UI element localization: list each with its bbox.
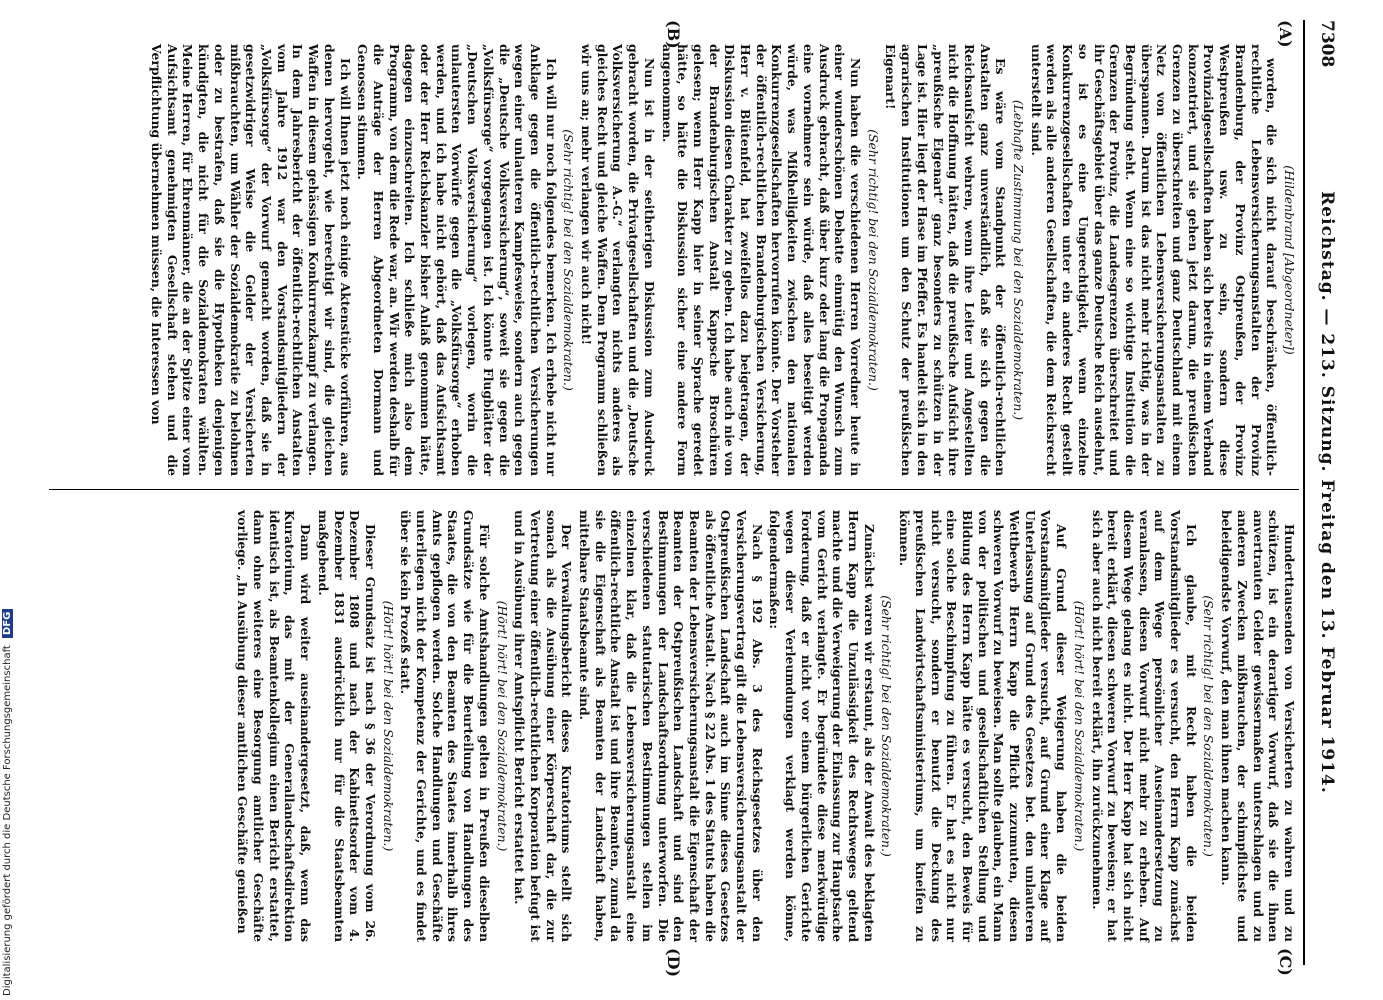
paragraph: Ich will Ihnen jetzt noch einige Aktenstücke vorführen, aus denen hervorgeht, wie berechtigt wir sind, die gleichen Waffen in diesem gehässigen Konkurrenzkampf zu verlangen. In dem Jahresbericht der öffentlich-rechtlichen Anstalten vom Jahre 1912 war den Vorstandsmitgliedern der „Volksfürsorge“ der Vorwurf gemacht worden, daß sie in gesetzwidriger Weise die Gelder der Versicherten mißbrauchten, um Wähler der Sozialdemokratie zu belohnen oder zu bestrafen, daß sie die Hypotheken denjenigen kündigten, die nicht für die Sozialdemokraten wählten. Meine Herren, für Ehrenmänner, die an der Spitze einer vom Aufsichtsamt genehmigten Gesellschaft stehen und die Verpflichtung übernehmen müssen, die Interessen von bbox=[149, 44, 353, 476]
paragraph: Es wäre vom Standpunkt der öffentlich-rechtlichen Anstalten ganz unverständlich, daß sie sich gegen die Reichsaufsicht wehren, wenn ihre Leiter und Angestellten nicht die Hoffnung hätten, daß die preußische Aufsicht ihre „preußische Eigenart“ ganz besonders zu schützen in der Lage ist. Hier liegt der Hase im Pfeffer. Es handelt sich in den agrarischen Institutionen um den Schutz der preußischen Eigenart! bbox=[883, 44, 1009, 477]
dfg-logo: DFG bbox=[2, 609, 13, 638]
text-column-right bbox=[233, 510, 1297, 942]
paragraph: Nun ist in der seitherigen Diskussion zum Ausdruck gebracht worden, die Privatgesellschaften und die „Deutsche Volksversicherung A.-G.“ verlangten nichts anderes als gleiches Recht und gleiche Waffen. Dem Programm schließen wir uns an; mehr verlangen wir auch nicht! bbox=[579, 44, 657, 476]
interjection: (Sehr richtig! bei den Sozialdemokraten.) bbox=[879, 595, 895, 857]
paragraph: worden, die sich nicht darauf beschränken, öffentlich-rechtliche Lebensversicherungsanstalten der Provinz Brandenburg, der Provinz Ostpreußen, der Provinz Westpreußen usw. zu sein, sondern diese Provinzialgesellschaften haben sich bereits in einem Verband konzentriert, und sie gehen jetzt darum, die preußischen Grenzen zu überschreiten und ganz Deutschland mit einem Netz von öffentlichen Lebensversicherungsanstalten zu überspannen. Darum ist das nicht mehr richtig, was in der Begründung steht. Wenn eine so wichtige Institution die Grenzen der Provinz, die Landesgrenzen überschreitet und ihr Geschäftsgebiet über das ganze Deutsche Reich ausdehnt, so ist es eine Ungerechtigkeit, wenn einzelne Konkurrenzgesellschaften unter ein anderes Recht gestellt werden als alle anderen Gesellschaften, die dem Reichsrecht unterstellt sind. bbox=[1028, 44, 1280, 476]
margin-mark-c: (C) bbox=[1276, 948, 1295, 976]
interjection: (Sehr richtig! bei den Sozialdemokraten.) bbox=[561, 129, 577, 391]
paragraph: Dann wird weiter auseinandergesetzt, daß, wenn das Kuratorium, das mit der Generallandschaftsdirektion identisch ist, als Beamtenkollegium einen Bericht erstattet, dann ohne weiteres eine Besorgung amtlicher Geschäfte vorliege. „In Ausübung dieser amtlichen Geschäfte genießen bbox=[235, 510, 314, 942]
paragraph: Nun haben die verschiedenen Herren Vorredner heute in einer wunderschönen Debatte einmütig den Wunsch zum Ausdruck gebracht, daß über kurz oder lang die Propaganda eine vornehmere sein würde, daß alles beseitigt werden würde, was Mißhelligkeiten zwischen den nationalen Konkurrenzgesellschaften hervorrufen könnte. Der Vorsteher der öffentlich-rechtlichen Brandenburgischen Versicherung, Herr v. Blütenfeld, hat zweifellos dazu beigetragen, der Diskussion diesen Charakter zu geben. Ich habe auch nie von der Brandenburgischen Anstalt Kappsche Broschüren gelesen; wenn Herr Kapp hier in seiner Sprache geredet hätte, so hätte die Diskussion sicher eine andere Form angenommen. bbox=[659, 44, 864, 476]
text-column-left bbox=[146, 44, 1297, 476]
paragraph: Auf Grund dieser Weigerung haben die beiden Vorstandsmitglieder versucht, auf Grund einer Klage auf Unterlassung auf Grund des Gesetzes bet. den unlauteren Wettbewerb Herrn Kapp die Pflicht zuzumuten, diesen schweren Vorwurf zu beweisen. Man sollte glauben, ein Mann von der politischen und gesellschaftlichen Stellung und Bildung des Herrn Kapp hätte es versucht, den Beweis für eine solche Beschimpfung zu führen. Er hat es nicht nur nicht versucht, sondern er benutzt die Deckung des preußischen Landwirtschaftsministeriums, um kneifen zu können. bbox=[897, 510, 1070, 942]
interjection: (Sehr richtig! bei den Sozialdemokraten.) bbox=[865, 129, 881, 391]
header-rule bbox=[1303, 20, 1305, 965]
paragraph: Ich will nur noch folgendes bemerken. Ich erhebe nicht nur Anklage gegen die öffentlich-rechtlichen Versicherungen wegen einer unlauteren Kampfesweise, sondern auch gegen die „Deutsche Volksversicherung“, soweit sie gegen die „Volksfürsorge“ vorgegangen ist. Ich könnte Flugblätter der „Deutschen Volksversicherung“ vorlegen, worin die unlautersten Vorwürfe gegen die „Volksfürsorge“ erhoben werden, und ich habe nicht gehört, daß das Aufsichtsamt oder der Herr Reichskanzler bisher Anlaß genommen hätte, dagegen einzuschreiten. Ich schließe mich also dem Programm, von dem die Rede war, an. Wir werden deshalb für die Anträge der Herren Abgeordneten Dormann und Genossen stimmen. bbox=[355, 44, 559, 476]
margin-mark-d: (D) bbox=[664, 948, 683, 978]
paragraph: Der Verwaltungsbericht dieses Kuratoriums stellt sich sonach als die Ausübung einer Körperschaft dar, die zur Vertretung einer öffentlich-rechtlichen Korporation befugt ist und in Ausübung ihrer Amtspflicht Bericht erstattet hat. bbox=[512, 510, 575, 942]
paragraph: Für solche Amtshandlungen gelten in Preußen dieselben Grundsätze wie für die Beurteilung von Handlungen des Staates, die von den Beamten des Staates innerhalb ihres Amts gepflogen werden. Solche Handlungen und Geschäfte unterliegen nicht der Kompetenz der Gerichte, und es findet über sie kein Prozeß statt. bbox=[398, 510, 492, 942]
page-title: Reichstag. — 213. Sitzung. Freitag den 13. Februar 1914. bbox=[1317, 191, 1337, 794]
paragraph: Zunächst waren wir erstaunt, als der Anwalt des beklagten Herrn Kapp die Unzulässigkeit des Rechtsweges geltend machte und die Verweigerung der Einlassung zur Hauptsache vom Gericht verlangte. Er begründete diese merkwürdige Forderung, daß er nicht vor einem bürgerlichen Gerichte wegen dieser Verleumdungen verklagt werden könne, folgendermaßen: bbox=[767, 510, 877, 942]
interjection: (Hört! hört! bei den Sozialdemokraten.) bbox=[380, 600, 396, 852]
interjection: (Hört! hört! bei den Sozialdemokraten.) bbox=[1071, 600, 1087, 852]
paragraph: Nach § 192 Abs. 3 des Reichsgesetzes über den Versicherungsvertrag gilt die Lebensversicherungsanstalt der Ostpreußischen Landschaft auch im Sinne dieses Gesetzes als öffentliche Anstalt. Nach § 22 Abs. 1 des Statuts haben die Beamten der Lebensversicherungsanstalt die Eigenschaft der Beamten der Ostpreußischen Landschaft und sind den Bestimmungen der Landschaftsordnung unterworfen. Die verschiedenen statutarischen Bestimmungen stellen im einzelnen klar, daß die Lebensversicherungsanstalt eine öffentlich-rechtliche Anstalt ist und ihre Beamten, zumal da sie die Eigenschaft als Beamten der Landschaft haben, mittelbare Staatsbeamte sind. bbox=[577, 510, 765, 942]
paragraph: Ich glaube, mit Recht haben die beiden Vorstandsmitglieder es versucht, den Herrn Kapp zunächst auf dem Wege persönlicher Auseinandersetzung zu veranlassen, diesen Vorwurf nicht mehr zu erheben. Auf diesem Wege gelang es nicht. Der Herr Kapp hat sich nicht bereit erklärt, diesen schweren Vorwurf zu beweisen; er hat sich aber auch nicht bereit erklärt, ihn zurückzunehmen. bbox=[1089, 510, 1199, 942]
margin-mark-a: (A) bbox=[1276, 20, 1295, 48]
margin-mark-b: (B) bbox=[664, 20, 683, 49]
interjection: (Lebhafte Zustimmung bei den Sozialdemokraten.) bbox=[1011, 99, 1027, 421]
interjection: (Hört! hört! bei den Sozialdemokraten.) bbox=[494, 600, 510, 852]
paragraph: Hunderttausenden von Versicherten zu wahren und zu schützen, ist ein derartiger Vorwurf, daß sie die ihnen anvertrauten Gelder gewissermaßen unterschlagen und zu anderen Zwecken mißbrauchen, der schimpflichste und beleidigendste Vorwurf, den man ihnen machen kann. bbox=[1219, 510, 1297, 942]
column-divider bbox=[49, 489, 1299, 490]
page-header bbox=[1305, 20, 1343, 965]
footer-text: Digitalisierung gefördert durch die Deutsche Forschungsgemeinschaft bbox=[2, 645, 13, 996]
paragraph: Dieser Grundsatz ist nach § 36 der Verordnung vom 26. Dezember 1808 und nach der Kabinettsorder vom 4. Dezember 1831 ausdrücklich nur für die Staatsbeamten maßgebend. bbox=[315, 510, 378, 942]
interjection: (Hildenbrand [Abgeordneter]) bbox=[1282, 165, 1297, 355]
interjection: (Sehr richtig! bei den Sozialdemokraten.) bbox=[1201, 595, 1217, 857]
page-number: 7308 bbox=[1317, 20, 1337, 68]
footer-credit bbox=[2, 609, 13, 996]
